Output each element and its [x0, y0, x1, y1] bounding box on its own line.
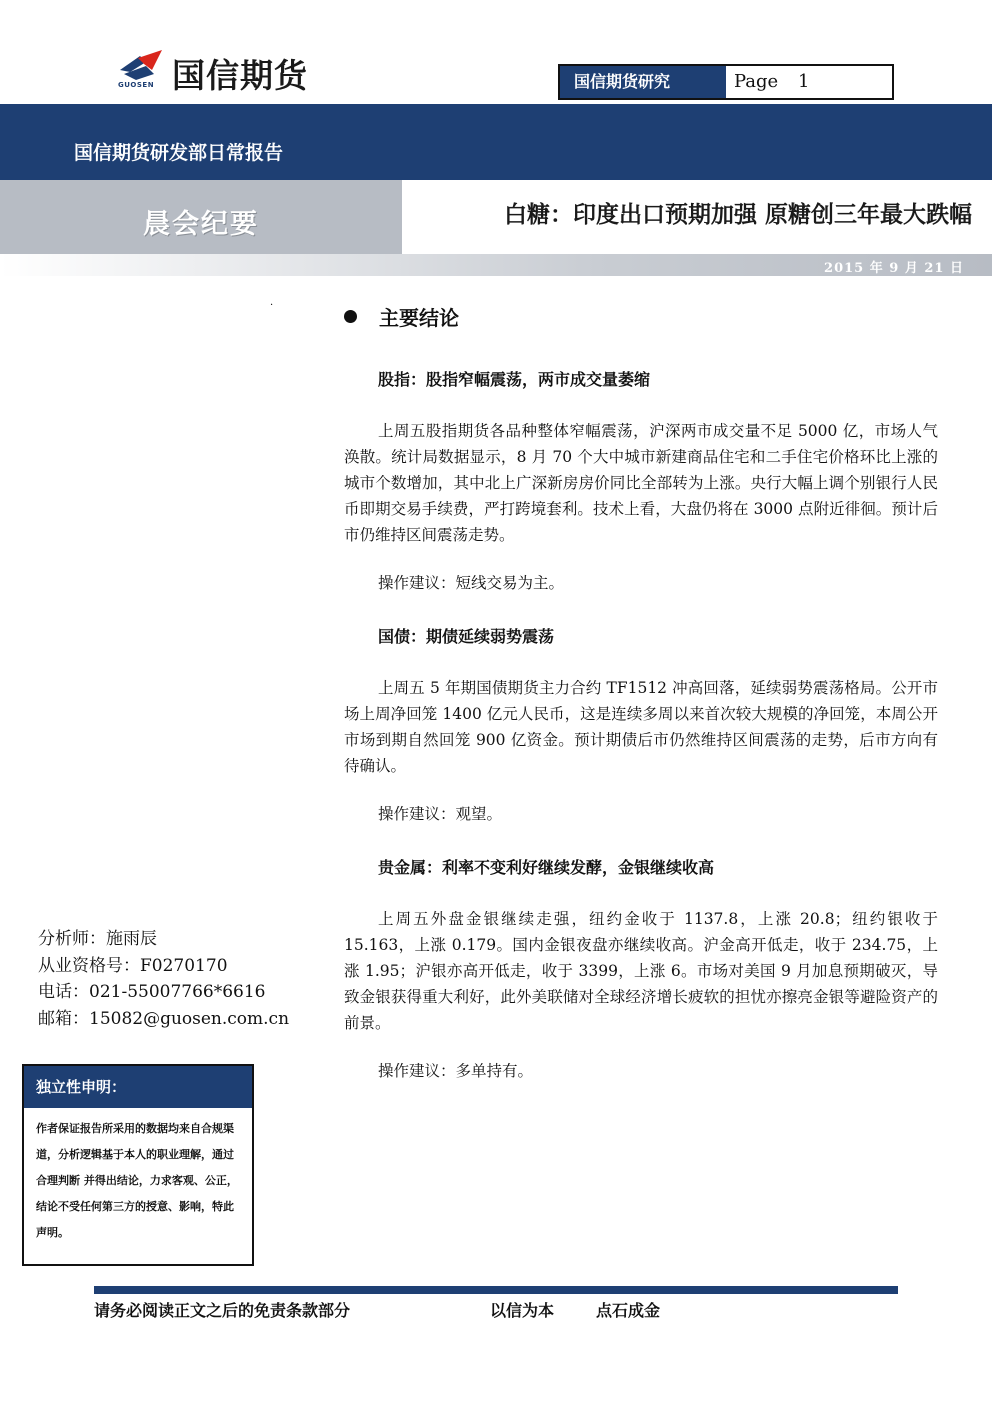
- research-label: 国信期货研究: [560, 66, 726, 98]
- section-heading: 贵金属：利率不变利好继续发酵，金银继续收高: [378, 858, 715, 877]
- section-paragraph: 上周五 5 年期国债期货主力合约 TF1512 冲高回落，延续弱势震荡格局。公开市场上周净回笼 1400 亿元人民币，这是连续多周以来首次较大规模的净回笼，本周公开市场到期自然回笼 900 亿资金。预计期债后市仍然维持区间震荡的走势，后市方向有待确认。: [344, 679, 938, 775]
- section-heading: 股指：股指窄幅震荡，两市成交量萎缩: [378, 370, 651, 389]
- section-advice: 操作建议：短线交易为主。: [378, 574, 565, 592]
- stray-dot: ·: [270, 300, 274, 311]
- section-treasury: [344, 624, 938, 827]
- footer-slogan-1: 以信为本: [490, 1301, 555, 1320]
- independence-statement: [22, 1064, 254, 1266]
- analyst-email: 邮箱：15082@guosen.com.cn: [38, 1008, 290, 1029]
- company-logo: [116, 48, 356, 94]
- report-date: 2015 年 9 月 21 日: [824, 261, 964, 276]
- footer-divider: [94, 1286, 898, 1294]
- title-area: [402, 180, 992, 262]
- section-paragraph: 上周五外盘金银继续走强，纽约金收于 1137.8，上涨 20.8；纽约银收于 15.163，上涨 0.179。国内金银夜盘亦继续收高。沪金高开低走，收于 234.75，上涨 1.95；沪银亦高开低走，收于 3399，上涨 6。市场对美国 9 月加息预期破灭，导致金银获得重大利好，此外美联储对全球经济增长疲软的担忧亦擦亮金银等避险资产的前景。: [344, 910, 938, 1032]
- analyst-info: [38, 926, 289, 1032]
- date-strip: [0, 254, 992, 276]
- section-name: 晨会纪要: [143, 209, 259, 240]
- section-heading: 国债：期债延续弱势震荡: [378, 627, 555, 646]
- independence-body: 作者保证报告所采用的数据均来自合规渠道，分析逻辑基于本人的职业理解，通过合理判断 并得出结论，力求客观、公正，结论不受任何第三方的授意、影响，特此声明。: [36, 1122, 238, 1239]
- page-indicator: [730, 66, 892, 98]
- footer-disclaimer: 请务必阅读正文之后的免责条款部分: [94, 1301, 351, 1320]
- report-series-band: [0, 104, 992, 180]
- footer-slogan-2: 点石成金: [596, 1301, 661, 1320]
- report-title: 白糖：印度出口预期加强 原糖创三年最大跌幅: [503, 201, 972, 228]
- section-advice: 操作建议：多单持有。: [378, 1062, 534, 1080]
- bullet-icon: [344, 310, 357, 323]
- logo-text: 国信期货: [172, 56, 308, 95]
- section-paragraph: 上周五股指期货各品种整体窄幅震荡，沪深两市成交量不足 5000 亿，市场人气涣散。统计局数据显示，8 月 70 个大中城市新建商品住宅和二手住宅价格环比上涨的城市个数增加，其中北上广深新房房价同比全部转为上涨。央行大幅上调个别银行人民币即期交易手续费，严打跨境套利。技术上看，大盘仍将在 3000 点附近徘徊。预计后市仍维持区间震荡走势。: [344, 422, 938, 544]
- section-advice: 操作建议：观望。: [378, 805, 503, 823]
- logo-subtext: GUOSEN: [118, 81, 155, 89]
- section-stock-index: [344, 367, 938, 596]
- independence-heading: 独立性申明：: [24, 1066, 252, 1108]
- analyst-phone: 电话：021-55007766*6616: [38, 982, 266, 1002]
- main-heading-text: 主要结论: [379, 306, 459, 330]
- page-label: Page: [734, 71, 779, 92]
- analyst-license: 从业资格号：F0270170: [38, 955, 228, 976]
- page-number: 1: [797, 71, 810, 92]
- analyst-name: 分析师：施雨辰: [38, 929, 157, 949]
- main-content: [344, 302, 938, 1112]
- report-series: 国信期货研发部日常报告: [74, 142, 284, 164]
- page-label-box: [558, 64, 894, 100]
- main-heading: [344, 302, 938, 331]
- section-precious-metals: [344, 855, 938, 1084]
- section-band: [0, 180, 402, 262]
